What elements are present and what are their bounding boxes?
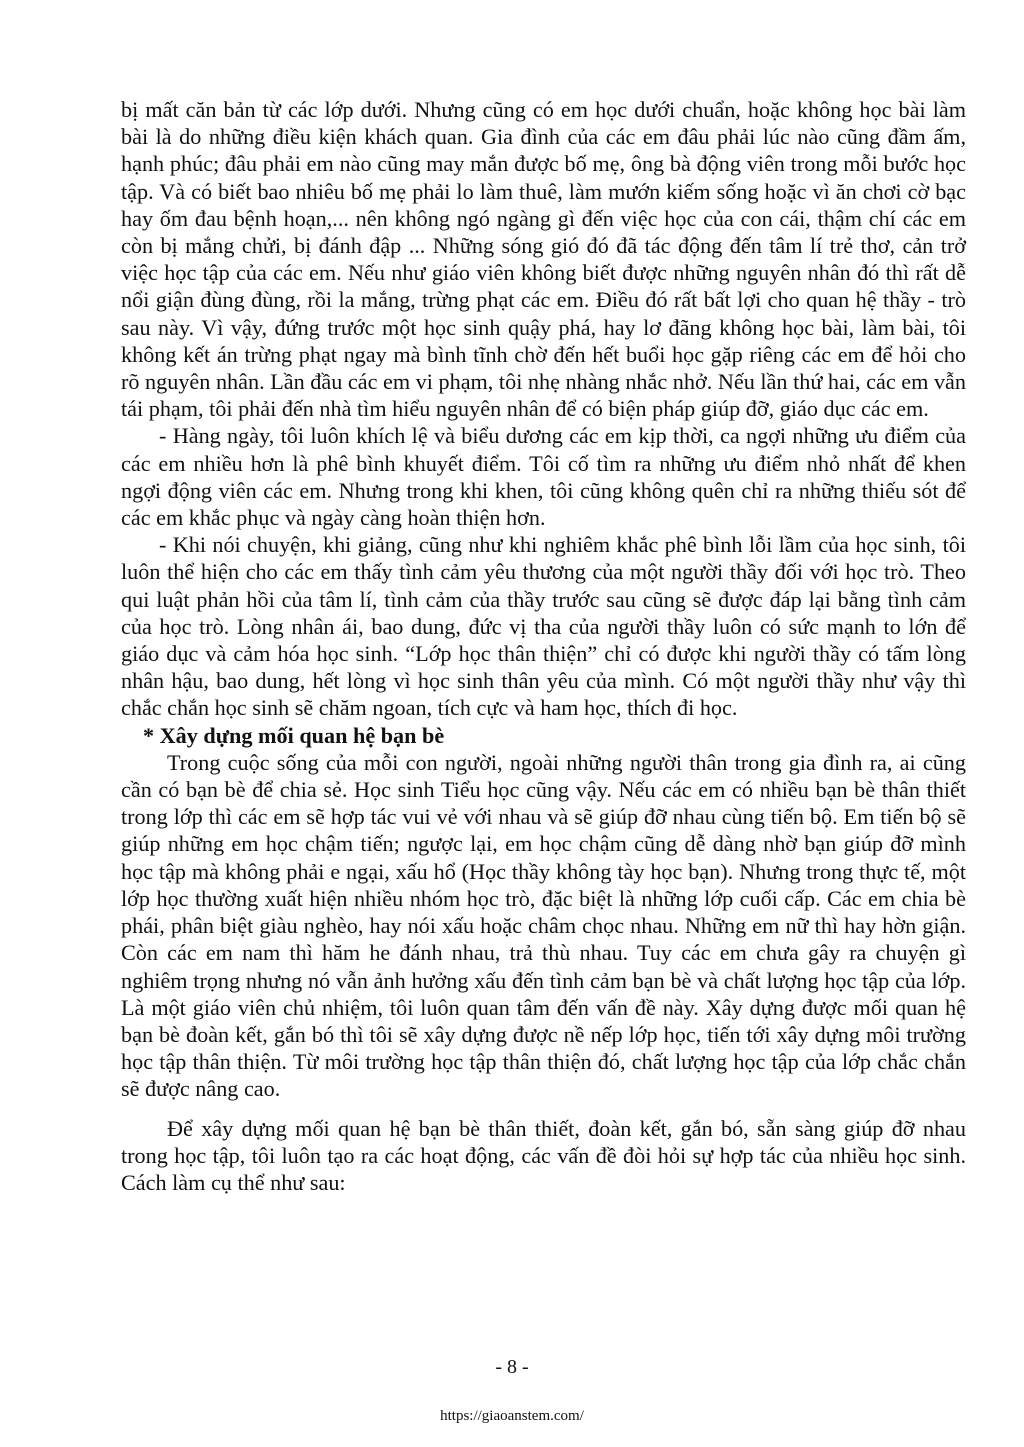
document-body [121,96,966,1196]
page-number: - 8 - [495,1356,529,1378]
footer-url: https://giaoanstem.com/ [440,1408,584,1424]
paragraph-method-intro: Để xây dựng mối quan hệ bạn bè thân thiết, đoàn kết, gắn bó, sẵn sàng giúp đỡ nhau trong học tập, tôi luôn tạo ra các hoạt động, các vấn đề đòi hỏi sự hợp tác của nhiều học sinh. Cách làm cụ thể như sau: [121,1115,966,1195]
paragraph-continuation: bị mất căn bản từ các lớp dưới. Nhưng cũng có em học dưới chuẩn, hoặc không học bài làm bài là do những điều kiện khách quan. Gia đình của các em đâu phải lúc nào cũng đầm ấm, hạnh phúc; đâu phải em nào cũng may mắn được bố mẹ, ông bà động viên trong mỗi bước học tập. Và có biết bao nhiêu bố mẹ phải lo làm thuê, làm mướn kiếm sống hoặc vì ăn chơi cờ bạc hay ốm đau bệnh hoạn,... nên không ngó ngàng gì đến việc học của con cái, thậm chí các em còn bị mắng chửi, bị đánh đập ... Những sóng gió đó đã tác động đến tâm lí trẻ thơ, cản trở việc học tập của các em. Nếu như giáo viên không biết được những nguyên nhân đó thì rất dễ nổi giận đùng đùng, rồi la mắng, trừng phạt các em. Điều đó rất bất lợi cho quan hệ thầy - trò sau này. Vì vậy, đứng trước một học sinh quậy phá, hay lơ đãng không học bài, làm bài, tôi không kết án trừng phạt ngay mà bình tĩnh chờ đến hết buổi học gặp riêng các em để hỏi cho rõ nguyên nhân. Lần đầu các em vi phạm, tôi nhẹ nhàng nhắc nhở. Nếu lần thứ hai, các em vẫn tái phạm, tôi phải đến nhà tìm hiểu nguyên nhân để có biện pháp giúp đỡ, giáo dục các em. [121,97,966,422]
paragraph-friendship: Trong cuộc sống của mỗi con người, ngoài những người thân trong gia đình ra, ai cũng cần có bạn bè để chia sẻ. Học sinh Tiểu học cũng vậy. Nếu các em có nhiều bạn bè thân thiết trong lớp thì các em sẽ hợp tác vui vẻ với nhau và sẽ giúp đỡ nhau cùng tiến bộ. Em tiến bộ sẽ giúp những em học chậm tiến; ngược lại, em học chậm cũng dễ dàng nhờ bạn giúp đỡ mình học tập mà không phải e ngại, xấu hổ (Học thầy không tày học bạn). Nhưng trong thực tế, một lớp học thường xuất hiện nhiều nhóm học trò, đặc biệt là những lớp cuối cấp. Các em chia bè phái, phân biệt giàu nghèo, hay nói xấu hoặc châm chọc nhau. Những em nữ thì hay hờn giận. Còn các em nam thì hăm he đánh nhau, trả thù nhau. Tuy các em chưa gây ra chuyện gì nghiêm trọng nhưng nó vẫn ảnh hưởng xấu đến tình cảm bạn bè và chất lượng học tập của lớp. Là một giáo viên chủ nhiệm, tôi luôn quan tâm đến vấn đề này. Xây dựng được mối quan hệ bạn bè đoàn kết, gắn bó thì tôi sẽ xây dựng được nề nếp lớp học, tiến tới xây dựng môi trường học tập thân thiện. Từ môi trường học tập thân thiện đó, chất lượng học tập của lớp chắc chắn sẽ được nâng cao. [121,749,966,1102]
section-heading: * Xây dựng mối quan hệ bạn bè [143,722,445,748]
paragraph-encouragement: - Hàng ngày, tôi luôn khích lệ và biểu dương các em kịp thời, ca ngợi những ưu điểm của các em nhiều hơn là phê bình khuyết điểm. Tôi cố tìm ra những ưu điểm nhỏ nhất để khen ngợi động viên các em. Nhưng trong khi khen, tôi cũng không quên chỉ ra những thiếu sót để các em khắc phục và ngày càng hoàn thiện hơn. [121,423,966,531]
paragraph-teacher-affection: - Khi nói chuyện, khi giảng, cũng như khi nghiêm khắc phê bình lỗi lầm của học sinh, tôi luôn thể hiện cho các em thấy tình cảm yêu thương của một người thầy đối với học trò. Theo qui luật phản hồi của tâm lí, tình cảm của thầy trước sau cũng sẽ được đáp lại bằng tình cảm của học trò. Lòng nhân ái, bao dung, đức vị tha của người thầy luôn có sức mạnh to lớn để giáo dục và cảm hóa học sinh. “Lớp học thân thiện” chỉ có được khi người thầy có tấm lòng nhân hậu, bao dung, hết lòng vì học sinh thân yêu của mình. Có một người thầy như vậy thì chắc chắn học sinh sẽ chăm ngoan, tích cực và ham học, thích đi học. [121,532,966,721]
